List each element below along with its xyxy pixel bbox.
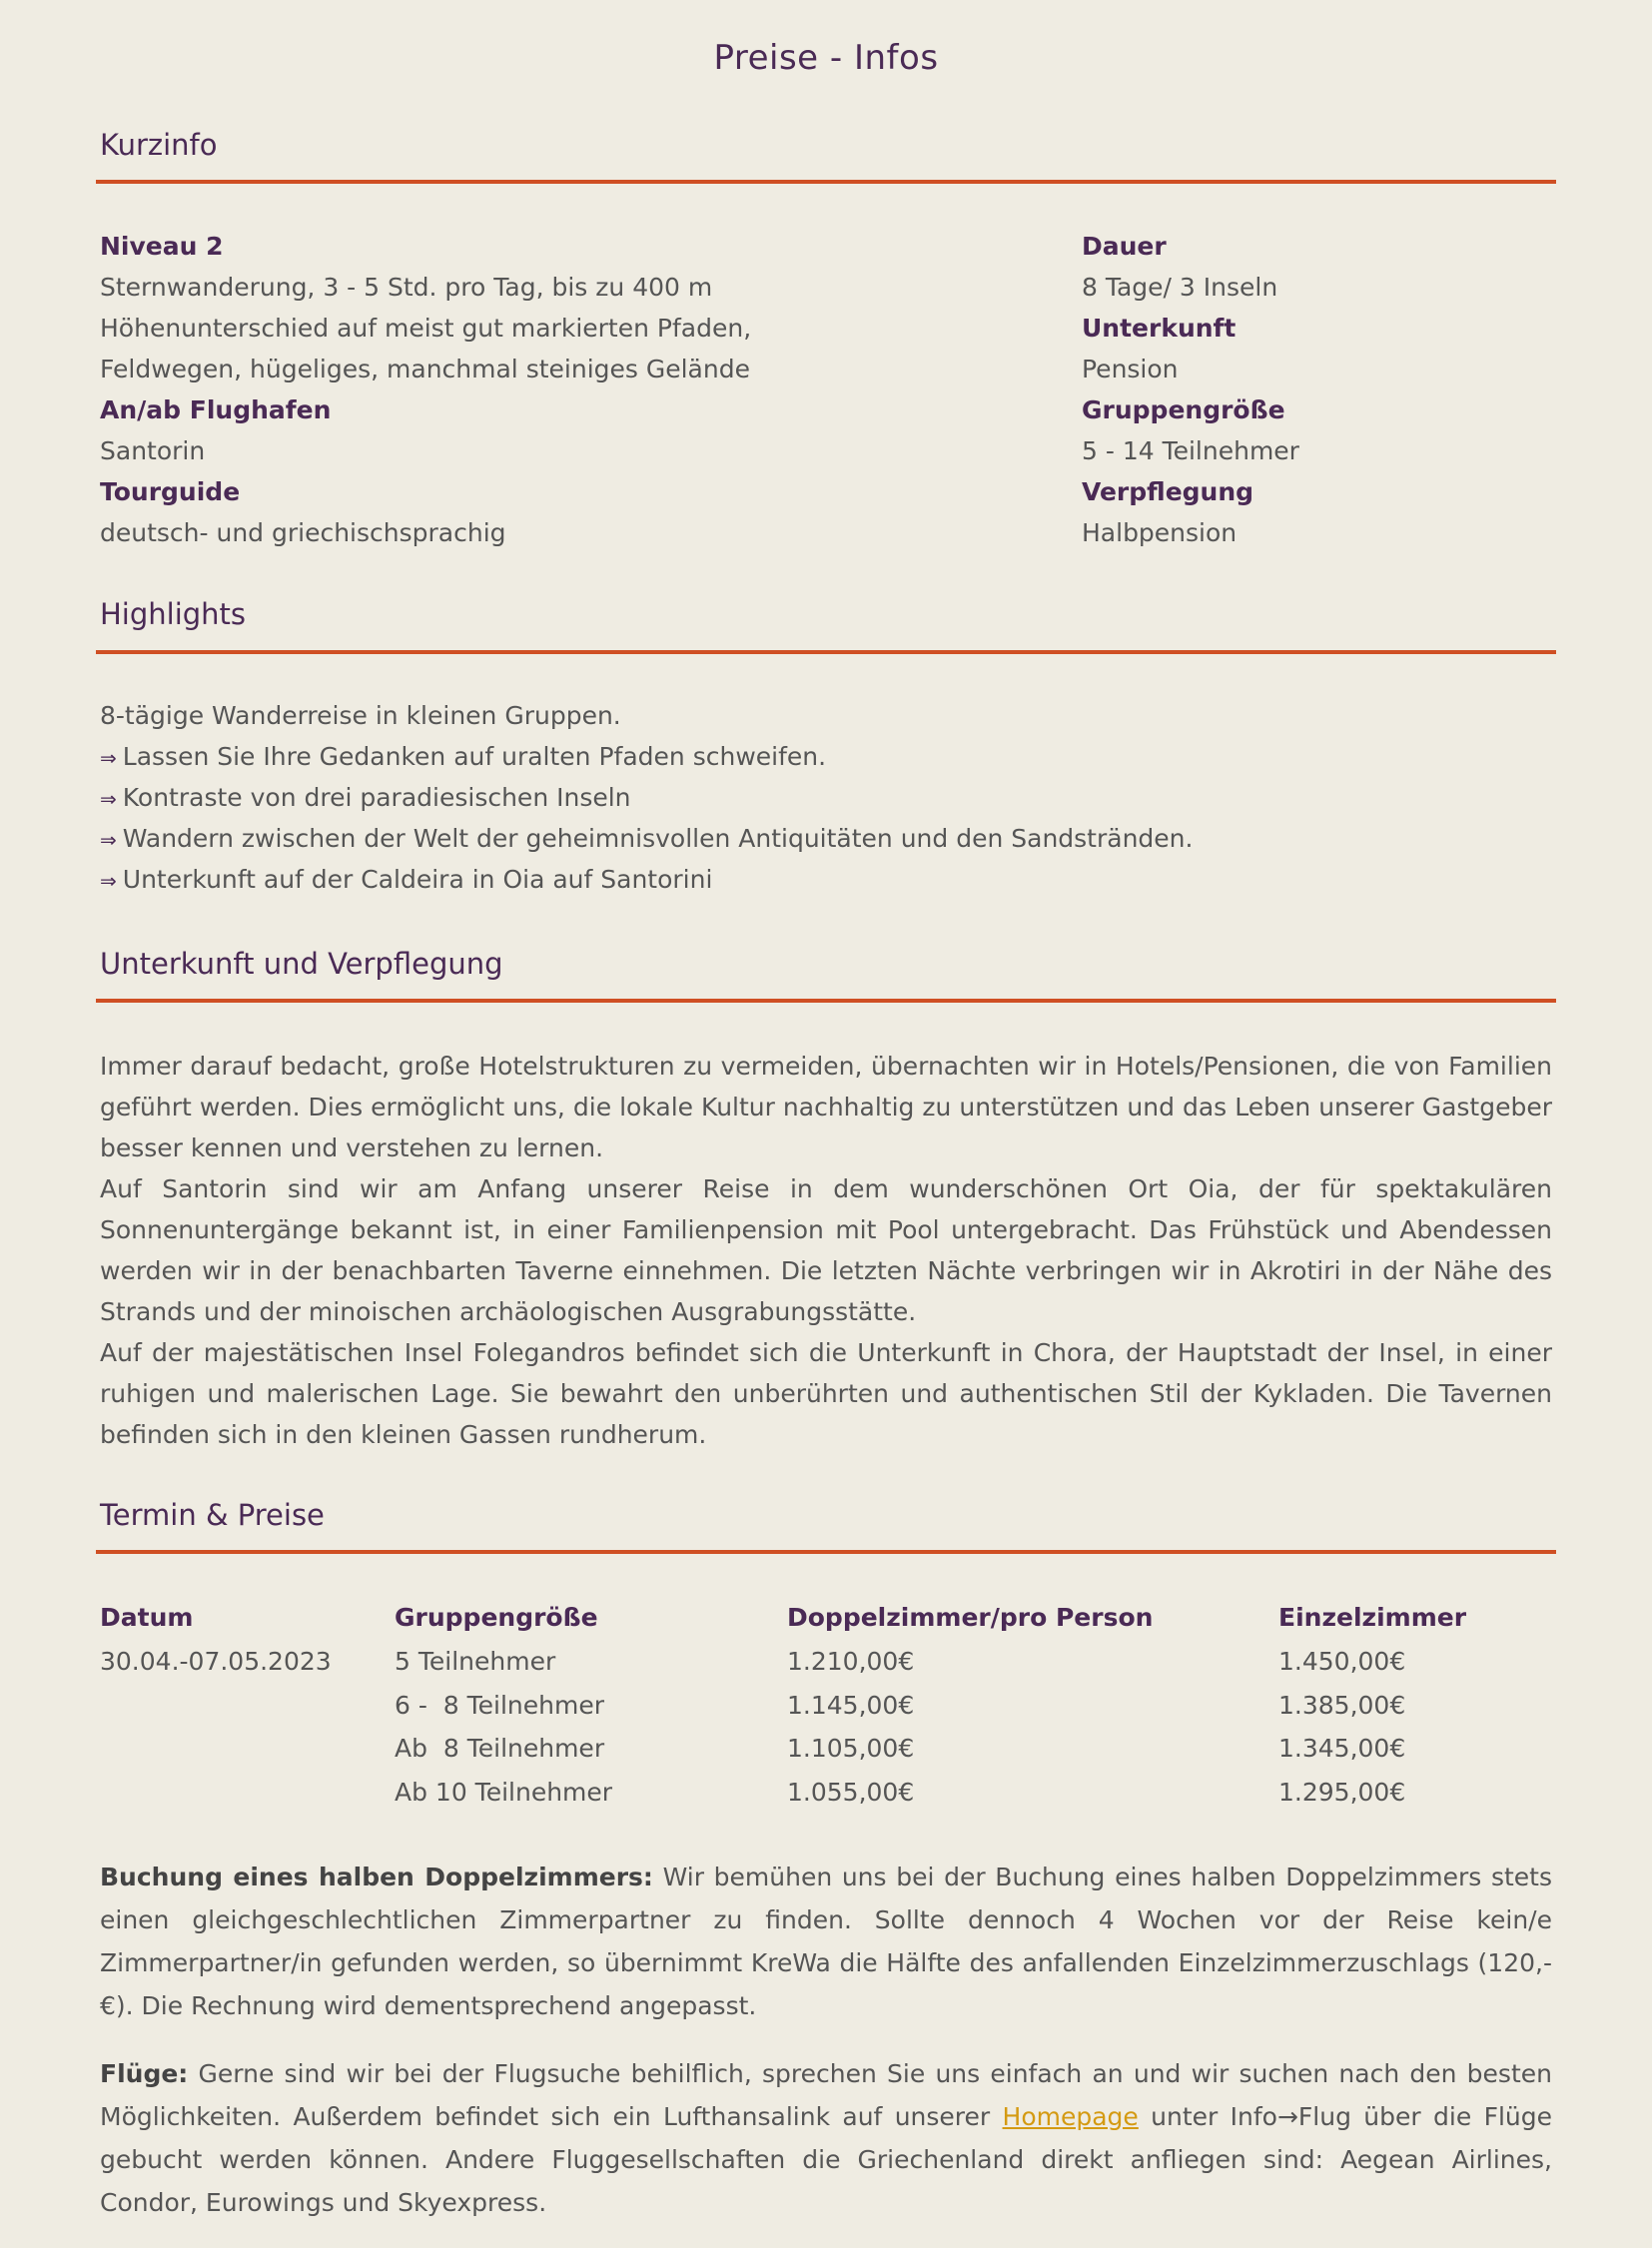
table-cell-dz: 1.105,00€ (787, 1734, 915, 1763)
niveau-label: Niveau 2 (100, 232, 224, 261)
arrow-right-icon: ⇒ (100, 828, 117, 852)
heading-unterkunft: Unterkunft und Verpflegung (100, 947, 503, 981)
page-title: Preise - Infos (713, 38, 939, 78)
table-col-gruppe (395, 1596, 612, 1814)
divider-termin (96, 1550, 1556, 1554)
flughafen-value: Santorin (100, 436, 206, 465)
table-cell-ez: 1.295,00€ (1278, 1777, 1406, 1807)
highlight-item: ⇒ Lassen Sie Ihre Gedanken auf uralten Pfaden schweifen. (100, 742, 827, 771)
table-col-dz (787, 1596, 1153, 1814)
table-cell-dz: 1.055,00€ (787, 1777, 915, 1807)
table-cell-ez: 1.450,00€ (1278, 1647, 1406, 1676)
table-cell-gruppe: 5 Teilnehmer (395, 1647, 556, 1676)
table-cell-dz: 1.210,00€ (787, 1647, 915, 1676)
table-col-ez (1278, 1596, 1466, 1814)
heading-highlights: Highlights (100, 597, 247, 631)
unterkunft-label: Unterkunft (1082, 314, 1237, 343)
unterkunft-text (100, 1046, 1552, 1455)
unterkunft-paragraph-3: Auf der majestätischen Insel Folegandros befindet sich die Unterkunft in Chora, der Hauptstadt der Insel, in einer ruhigen und malerischen Lage. Sie bewahrt den unberührten und authentischen Stil der Kykladen. Die Tavernen befinden sich in den kleinen Gassen rundherum. (100, 1338, 1552, 1449)
gruppe-label: Gruppengröße (1082, 395, 1285, 424)
arrow-right-icon: ⇒ (100, 869, 117, 893)
table-cell-gruppe: Ab 10 Teilnehmer (395, 1777, 613, 1807)
fluege-paragraph: Flüge: Gerne sind wir bei der Flugsuche behilflich, sprechen Sie uns einfach an und wir suchen nach den besten Möglichkeiten. Außerdem befindet sich ein Lufthansalink auf unserer Homepage unter Info→Flug über die Flüge gebucht werden können. Andere Fluggesellschaften die Griechenland direkt anfliegen sind: Aegean Airlines, Condor, Eurowings und Skyexpress. (100, 2059, 1552, 2217)
table-cell-ez: 1.385,00€ (1278, 1690, 1406, 1720)
niveau-line-1: Sternwanderung, 3 - 5 Std. pro Tag, bis zu 400 m (100, 273, 713, 302)
homepage-link[interactable]: Homepage (1002, 2102, 1139, 2131)
highlights-intro: 8-tägige Wanderreise in kleinen Gruppen. (100, 701, 621, 730)
verpflegung-value: Halbpension (1082, 518, 1238, 547)
col-header-gruppe: Gruppengröße (395, 1603, 598, 1632)
unterkunft-paragraph-2: Auf Santorin sind wir am Anfang unserer Reise in dem wunderschönen Ort Oia, der für spektakulären Sonnenuntergänge bekannt ist, in einer Familienpension mit Pool untergebracht. Das Frühstück und Abendessen werden wir in der benachbarten Taverne einnehmen. Die letzten Nächte verbringen wir in Akrotiri in der Nähe des Strands und der minoischen archäologischen Ausgrabungsstätte. (100, 1174, 1552, 1326)
highlight-item: ⇒ Unterkunft auf der Caldeira in Oia auf Santorini (100, 865, 713, 894)
table-cell-gruppe: Ab 8 Teilnehmer (395, 1734, 605, 1763)
buchung-paragraph (100, 1856, 1552, 2027)
buchung-text: Wir bemühen uns bei der Buchung eines halben Doppelzimmers stets einen gleichgeschlechtlichen Zimmerpartner zu finden. Sollte dennoch 4 Wochen vor der Reise kein/e Zimmerpartner/in gefunden werden, so übernimmt KreWa die Hälfte des anfallenden Einzelzimmerzuschlags (120,-€). Die Rechnung wird dementsprechend angepasst. (100, 1863, 1552, 2020)
verpflegung-label: Verpflegung (1082, 477, 1254, 506)
divider-unterkunft (96, 999, 1556, 1003)
highlight-item: ⇒ Kontraste von drei paradiesischen Inseln (100, 783, 631, 812)
table-cell-ez: 1.345,00€ (1278, 1734, 1406, 1763)
dauer-value: 8 Tage/ 3 Inseln (1082, 273, 1278, 302)
arrow-right-icon: ⇒ (100, 787, 117, 811)
divider-highlights (96, 650, 1556, 654)
table-cell-dz: 1.145,00€ (787, 1690, 915, 1720)
unterkunft-paragraph-1: Immer darauf bedacht, große Hotelstrukturen zu vermeiden, übernachten wir in Hotels/Pensionen, die von Familien geführt werden. Dies ermöglicht uns, die lokale Kultur nachhaltig zu unterstützen und das Leben unserer Gastgeber besser kennen und verstehen zu lernen. (100, 1052, 1552, 1162)
col-header-dz: Doppelzimmer/pro Person (787, 1603, 1154, 1632)
unterkunft-value: Pension (1082, 355, 1179, 383)
col-header-datum: Datum (100, 1603, 194, 1632)
tourguide-label: Tourguide (100, 477, 241, 506)
tourguide-value: deutsch- und griechischsprachig (100, 518, 506, 547)
dauer-label: Dauer (1082, 232, 1167, 261)
heading-kurzinfo: Kurzinfo (100, 128, 218, 162)
table-col-datum (100, 1596, 332, 1684)
highlight-item: ⇒ Wandern zwischen der Welt der geheimnisvollen Antiquitäten und den Sandstränden. (100, 824, 1194, 853)
gruppe-value: 5 - 14 Teilnehmer (1082, 436, 1299, 465)
niveau-line-2: Höhenunterschied auf meist gut markierten Pfaden, (100, 314, 752, 343)
buchung-label: Buchung eines halben Doppelzimmers: (100, 1863, 653, 1891)
flughafen-label: An/ab Flughafen (100, 395, 332, 424)
heading-termin: Termin & Preise (100, 1498, 325, 1532)
table-cell-datum: 30.04.-07.05.2023 (100, 1647, 332, 1676)
table-cell-gruppe: 6 - 8 Teilnehmer (395, 1690, 604, 1720)
fluege-label: Flüge: (100, 2059, 189, 2088)
arrow-right-icon: ⇒ (100, 746, 117, 770)
niveau-line-3: Feldwegen, hügeliges, manchmal steiniges Gelände (100, 355, 750, 383)
divider-kurzinfo (96, 180, 1556, 184)
col-header-ez: Einzelzimmer (1278, 1603, 1467, 1632)
